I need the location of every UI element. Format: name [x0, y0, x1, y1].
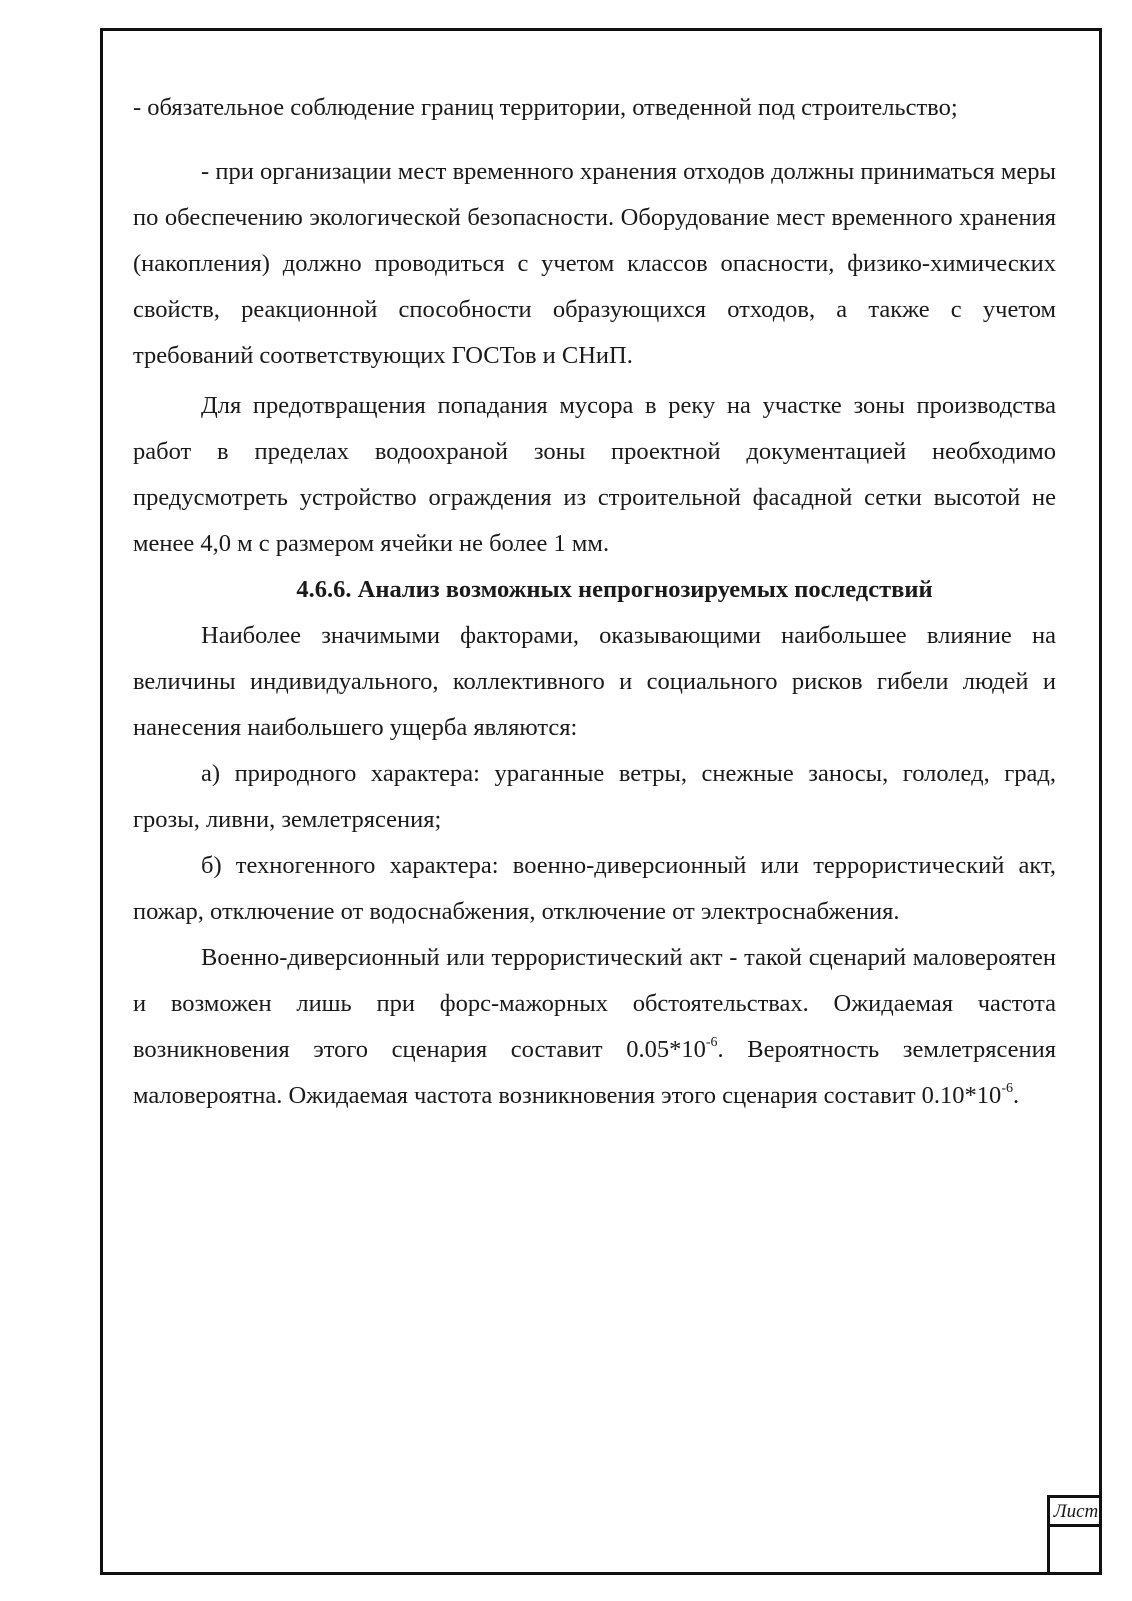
- paragraph-debris-fence: Для предотвращения попадания мусора в реку на участке зоны производства работ в пределах водоохраной зоны проектной документацией необходимо предусмотреть устройство ограждения из строительной фасадной сетки высотой не менее 4,0 м с размером ячейки не более 1 мм.: [133, 392, 1056, 557]
- paragraph-natural-factors: а) природного характера: ураганные ветры, снежные заносы, гололед, град, грозы, ливни, землетрясения;: [133, 760, 1056, 833]
- paragraph-waste-storage: - при организации мест временного хранения отходов должны приниматься меры по обеспечению экологической безопасности. Оборудование мест временного хранения (накопления) должно проводиться с учетом классов опасности, физико-химических свойств, реакционной способности образующихся отходов, а также с учетом требований соответствующих ГОСТов и СНиП.: [133, 158, 1056, 369]
- sheet-stamp: [1047, 1495, 1102, 1575]
- paragraph-risk-factors: Наиболее значимыми факторами, оказывающими наибольшее влияние на величины индивидуального, коллективного и социального рисков гибели людей и нанесения наибольшего ущерба являются:: [133, 622, 1056, 741]
- document-body: [133, 85, 1056, 1119]
- scenario-text-1: Военно-диверсионный или террористический акт - такой сценарий маловероятен и возможен лишь при форс-мажорных обстоятельствах. Ожидаемая частота возникновения этого сценария составит 0.05*10: [133, 944, 1056, 1063]
- exponent-1: -6: [705, 1034, 718, 1050]
- section-heading: 4.6.6. Анализ возможных непрогнозируемых последствий: [296, 576, 933, 603]
- paragraph-technogenic-factors: б) техногенного характера: военно-диверсионный или террористический акт, пожар, отключение от водоснабжения, отключение от электроснабжения.: [133, 852, 1056, 925]
- exponent-2: -6: [1001, 1080, 1013, 1096]
- scenario-text-3: .: [1012, 1082, 1020, 1109]
- scenario-text-2: . Вероятность землетрясения маловероятна. Ожидаемая частота возникновения этого сценария составит 0.10*10: [133, 1036, 1056, 1109]
- paragraph-scenario-frequency: [133, 935, 1056, 1119]
- sheet-label: Лист: [1050, 1498, 1102, 1527]
- paragraph-boundaries: - обязательное соблюдение границ территории, отведенной под строительство;: [133, 94, 958, 121]
